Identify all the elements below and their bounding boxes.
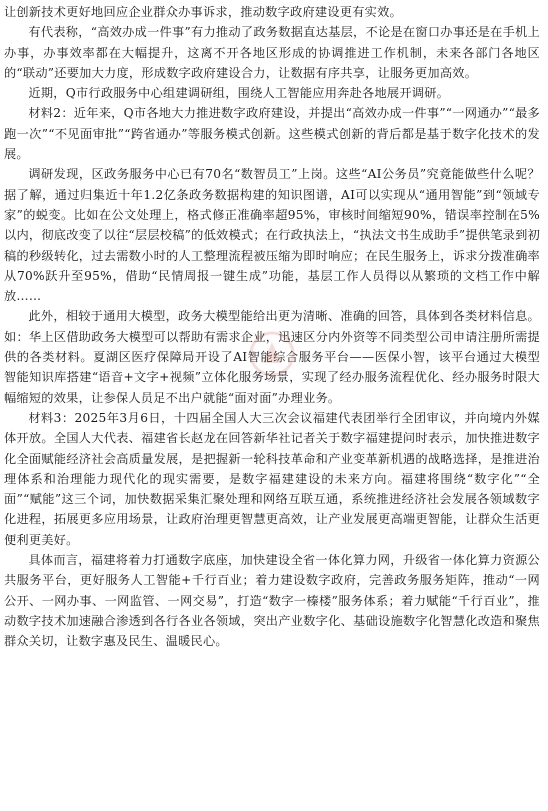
paragraph-ai-civil-servants: 调研发现，区政务服务中心已有70名“数智员工”上岗。这些“AI公务员”究竟能做些什么呢？据了解，通过归集近十年1.2亿条政务数据构建的知识图谱，AI可以实现从“通用智能”到“领域专家”的蜕变。比如在公文处理上，格式修正准确率超95%，审核时间缩短90%，错误率控制在5%以内，彻底改变了以往“层层校稿”的低效模式；在行政执法上，“执法文书生成助手”提供笔录到初稿的秒级转化，过去需数小时的人工整理流程被压缩为即时响应；在民生服务上，诉求分拨准确率从70%跃升至95%，借助“民情周报一键生成”功能，基层工作人员得以从繁琐的文档工作中解放……: [4, 167, 540, 304]
paragraph-fujian-measures: 具体而言，福建将着力打通数字底座，加快建设全省一体化算力网，升级省一体化算力资源公共服务平台，更好服务人工智能+千行百业；着力建设数字政府，完善政务服务矩阵，推动“一网公开、一网办事、一网监管、一网交易”，打造“数字一榛楼”服务体系；着力赋能“千行百业”，推动数字技术加速融合渗透到各行各业各领域，突出产业数字化、基础设施数字化智慧化改造和聚焦群众关切，让数字惠及民生、温暖民心。: [4, 553, 540, 649]
paragraph-government-llm: 此外，相较于通用大模型，政务大模型能给出更为清晰、准确的回答，具体到各类材料信息。如：华上区借助政务大模型可以帮助有需求企业，迅速区分内外资等不同类型公司申请注册所需提供的各类材料。夏湖区医疗保障局开设了AI智能综合服务平台——医保小智，该平台通过大模型智能知识库搭建“语音+文字+视频”立体化服务场景，实现了经办服务流程优化、经办服务时限大幅缩短的效果，让参保人员足不出户就能“面对面”办理业务。: [4, 309, 540, 405]
paragraph-intro: 让创新技术更好地回应企业群众办事诉求，推动数字政府建设更有实效。: [4, 5, 402, 19]
paragraph-research-group: 近期，Q市行政服务中心组建调研组，围绕人工智能应用奔赴各地展开调研。: [28, 86, 450, 101]
paragraph-representative-view: 有代表称，“高效办成一件事”有力推动了政务数据直达基层，不论是在窗口办事还是在手机上办事，办事效率都在大幅提升，这离不开各地区形成的协调推进工作机制，未来各部门各地区的“联动”还要加大力度，形成数字政府建设合力，让数据有序共享，让服务更加高效。: [4, 25, 540, 80]
paragraph-material-2: 材料2：近年来，Q市各地大力推进数字政府建设，并提出“高效办成一件事”“一网通办”“最多跑一次”“不见面审批”“跨省通办”等服务模式创新。这些模式创新的背后都是基于数字化技术的发展。: [4, 106, 540, 162]
paragraph-material-3: 材料3：2025年3月6日，十四届全国人大三次会议福建代表团举行全团审议，并向境内外媒体开放。全国人大代表、福建省长赵龙在回答新华社记者关于数字福建提问时表示，加快推进数字化全面赋能经济社会高质量发展，是把握新一轮科技革命和产业变革新机遇的战略选择，是推进治理体系和治理能力现代化的现实需要，是数字福建建设的未来方向。福建将围绕“数字化”“全面”“赋能”这三个词，加快数据采集汇聚处理和网络互联互通，系统推进经济社会发展各领域数字化进程，拓展更多应用场景，让政府治理更智慧更高效，让产业发展更高端更智能，让群众生活更便利更美好。: [4, 410, 540, 547]
